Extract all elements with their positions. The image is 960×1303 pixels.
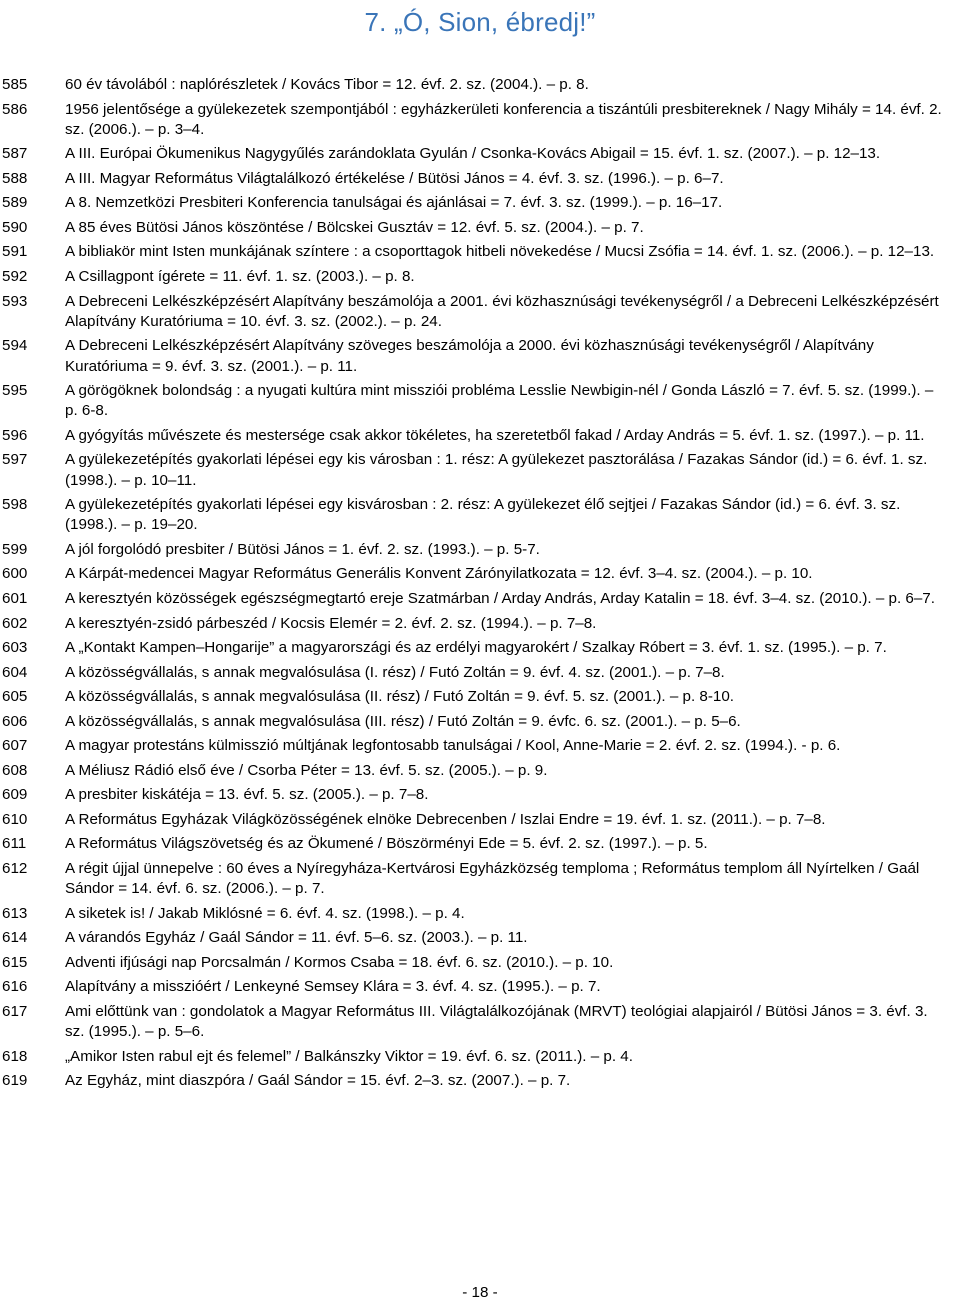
entry-text: „Amikor Isten rabul ejt és felemel” / Balkánszky Viktor = 19. évf. 6. sz. (2011.). – p. 4. [65,1047,633,1065]
list-item [0,712,950,732]
entry-number: 602 [2,614,28,632]
list-item [0,242,950,262]
entry-number: 603 [2,639,28,657]
entry-number: 608 [2,761,28,779]
entry-text: Az Egyház, mint diaszpóra / Gaál Sándor = 15. évf. 2–3. sz. (2007.). – p. 7. [65,1072,571,1090]
list-item [0,687,950,707]
entry-text: A keresztyén közösségek egészségmegtartó ereje Szatmárban / Arday András, Arday Katalin = 18. évf. 3–4. sz. (2010.). – p. 6–7. [65,589,935,607]
list-item [0,663,950,683]
list-item [0,100,950,140]
entry-number: 611 [2,835,27,853]
entry-text: A jól forgolódó presbiter / Bütösi János = 1. évf. 2. sz. (1993.). – p. 5-7. [65,540,540,558]
entry-text: A közösségvállalás, s annak megvalósulása (I. rész) / Futó Zoltán = 9. évf. 4. sz. (2001.). – p. 7–8. [65,663,725,681]
entry-text: A Kárpát-medencei Magyar Református Generális Konvent Zárónyilatkozata = 12. évf. 3–4. sz. (2004.). – p. 10. [65,565,813,583]
entry-number: 598 [2,496,28,514]
list-item [0,193,950,213]
entry-number: 589 [2,194,28,212]
entry-text: A közösségvállalás, s annak megvalósulása (III. rész) / Futó Zoltán = 9. évfc. 6. sz. (2001.). – p. 5–6. [65,712,741,730]
entry-text: A keresztyén-zsidó párbeszéd / Kocsis Elemér = 2. évf. 2. sz. (1994.). – p. 7–8. [65,614,597,632]
entry-number: 591 [2,243,28,261]
entry-number: 596 [2,426,28,444]
entry-number: 618 [2,1047,28,1065]
entry-text: A „Kontakt Kampen–Hongarije” a magyarországi és az erdélyi magyarokért / Szalkay Róbert = 3. évf. 1. sz. (1995.). – p. 7. [65,639,887,657]
list-item [0,495,950,535]
entry-text: A gyülekezetépítés gyakorlati lépései egy kisvárosban : 2. rész: A gyülekezet élő sejtjei / Fazakas Sándor (id.) = 6. évf. 3. sz. (1998.). – p. 19–20. [65,496,901,534]
entry-number: 606 [2,712,28,730]
entry-number: 593 [2,292,28,310]
list-item [0,953,950,973]
entry-text: A Református Egyházak Világközösségének elnöke Debrecenben / Iszlai Endre = 19. évf. 1. sz. (2011.). – p. 7–8. [65,810,826,828]
list-item [0,267,950,287]
entry-text: 1956 jelentősége a gyülekezetek szempontjából : egyházkerületi konferencia a tiszántúli presbitereknek / Nagy Mihály = 14. évf. 2. sz. (2006.). – p. 3–4. [65,100,942,138]
list-item [0,761,950,781]
list-item [0,292,950,332]
page-title: 7. „Ó, Sion, ébredj!” [364,7,596,37]
entry-number: 601 [2,589,28,607]
list-item [0,834,950,854]
entry-number: 595 [2,382,28,400]
list-item [0,218,950,238]
entry-number: 592 [2,268,28,286]
entry-text: A gyülekezetépítés gyakorlati lépései egy kis városban : 1. rész: A gyülekezet pasztorálása / Fazakas Sándor (id.) = 6. évf. 1. sz. (1998.). – p. 10–11. [65,451,928,489]
list-item [0,928,950,948]
list-item [0,810,950,830]
entry-number: 600 [2,565,28,583]
entry-text: A régit újjal ünnepelve : 60 éves a Nyíregyháza-Kertvárosi Egyházközség temploma ; Református templom áll Nyírtelken / Gaál Sándor = 14. évf. 6. sz. (2006.). – p. 7. [65,859,920,898]
entry-number: 613 [2,904,28,922]
entry-text: Ami előttünk van : gondolatok a Magyar Református III. Világtalálkozójának (MRVT) teológiai alapjairól / Bütösi János = 3. évf. 3. sz. (1995.). – p. 5–6. [65,1002,928,1041]
entry-number: 594 [2,337,28,355]
entry-text: A gyógyítás művészete és mestersége csak akkor tökéletes, ha szeretetből fakad / Arday András = 5. évf. 1. sz. (1997.). – p. 11. [65,426,925,444]
list-item [0,540,950,560]
list-item [0,1071,950,1091]
list-item [0,785,950,805]
list-item [0,904,950,924]
entry-number: 614 [2,929,28,947]
entry-text: A magyar protestáns külmisszió múltjának legfontosabb tanulságai / Kool, Anne-Marie = 2. évf. 2. sz. (1994.). - p. 6. [65,737,841,755]
list-item [0,736,950,756]
list-item [0,638,950,658]
entry-text: A Debreceni Lelkészképzésért Alapítvány szöveges beszámolója a 2000. évi közhasznúsági tevékenységről / Alapítvány Kuratóriuma = 9. évf. 3. sz. (2001.). – p. 11. [65,337,874,375]
entry-number: 585 [2,76,28,93]
entry-number: 605 [2,688,28,706]
entry-text: 60 év távolából : naplórészletek / Kovács Tibor = 12. évf. 2. sz. (2004.). – p. 8. [65,76,589,93]
list-item [0,589,950,609]
list-item [0,859,950,899]
entry-text: A görögöknek bolondság : a nyugati kultúra mint missziói probléma Lesslie Newbigin-nél / Gonda László = 7. évf. 5. sz. (1999.). – p. 6-8. [65,382,934,420]
entry-number: 612 [2,859,28,877]
entry-number: 590 [2,218,28,236]
list-item [0,614,950,634]
list-item [0,426,950,446]
list-item [0,169,950,189]
entry-text: A siketek is! / Jakab Miklósné = 6. évf. 4. sz. (1998.). – p. 4. [65,904,465,922]
entry-text: A presbiter kiskátéja = 13. évf. 5. sz. (2005.). – p. 7–8. [65,786,429,804]
list-item [0,1002,950,1042]
entry-number: 587 [2,145,28,163]
entry-text: Adventi ifjúsági nap Porcsalmán / Kormos Csaba = 18. évf. 6. sz. (2010.). – p. 10. [65,953,614,971]
entry-number: 597 [2,451,28,469]
entry-text: A Méliusz Rádió első éve / Csorba Péter = 13. évf. 5. sz. (2005.). – p. 9. [65,761,548,779]
entry-text: A Csillagpont ígérete = 11. évf. 1. sz. (2003.). – p. 8. [65,268,415,286]
entry-number: 604 [2,663,28,681]
entry-number: 586 [2,100,28,118]
entry-text: A várandós Egyház / Gaál Sándor = 11. évf. 5–6. sz. (2003.). – p. 11. [65,929,528,947]
entry-number: 607 [2,737,28,755]
entry-number: 617 [2,1002,28,1020]
page-number: - 18 - [462,1284,498,1301]
list-item [0,336,950,376]
entry-text: A III. Európai Ökumenikus Nagygyűlés zarándoklata Gyulán / Csonka-Kovács Abigail = 15. évf. 1. sz. (2007.). – p. 12–13. [65,145,881,163]
entry-number: 610 [2,810,28,828]
entry-text: A Református Világszövetség és az Ökumené / Böszörményi Ede = 5. évf. 2. sz. (1997.). – p. 5. [65,835,708,853]
entry-number: 615 [2,953,28,971]
list-item [0,144,950,164]
entry-number: 619 [2,1072,28,1090]
list-item [0,564,950,584]
entry-number: 616 [2,978,28,996]
entry-number: 599 [2,540,28,558]
entry-text: A közösségvállalás, s annak megvalósulása (II. rész) / Futó Zoltán = 9. évf. 5. sz. (2001.). – p. 8-10. [65,688,734,706]
entry-text: A III. Magyar Református Világtalálkozó értékelése / Bütösi János = 4. évf. 3. sz. (1996.). – p. 6–7. [65,169,724,187]
bibliography-list [0,75,950,1096]
list-item [0,1047,950,1067]
entry-number: 588 [2,169,28,187]
entry-number: 609 [2,786,28,804]
entry-text: A 8. Nemzetközi Presbiteri Konferencia tanulságai és ajánlásai = 7. évf. 3. sz. (1999.). – p. 16–17. [65,194,723,212]
list-item [0,75,950,95]
list-item [0,450,950,490]
entry-text: A 85 éves Bütösi János köszöntése / Bölcskei Gusztáv = 12. évf. 5. sz. (2004.). – p. 7. [65,218,644,236]
list-item [0,381,950,421]
list-item [0,977,950,997]
entry-text: A bibliakör mint Isten munkájának színtere : a csoporttagok hitbeli növekedése / Mucsi Zsófia = 14. évf. 1. sz. (2006.). – p. 12–13. [65,243,935,261]
entry-text: A Debreceni Lelkészképzésért Alapítvány beszámolója a 2001. évi közhasznúsági tevékenységről / a Debreceni Lelkészképzésért Alapítvány Kuratóriuma = 10. évf. 3. sz. (2002.). – p. 24. [65,292,939,330]
entry-text: Alapítvány a misszióért / Lenkeyné Semsey Klára = 3. évf. 4. sz. (1995.). – p. 7. [65,978,601,996]
